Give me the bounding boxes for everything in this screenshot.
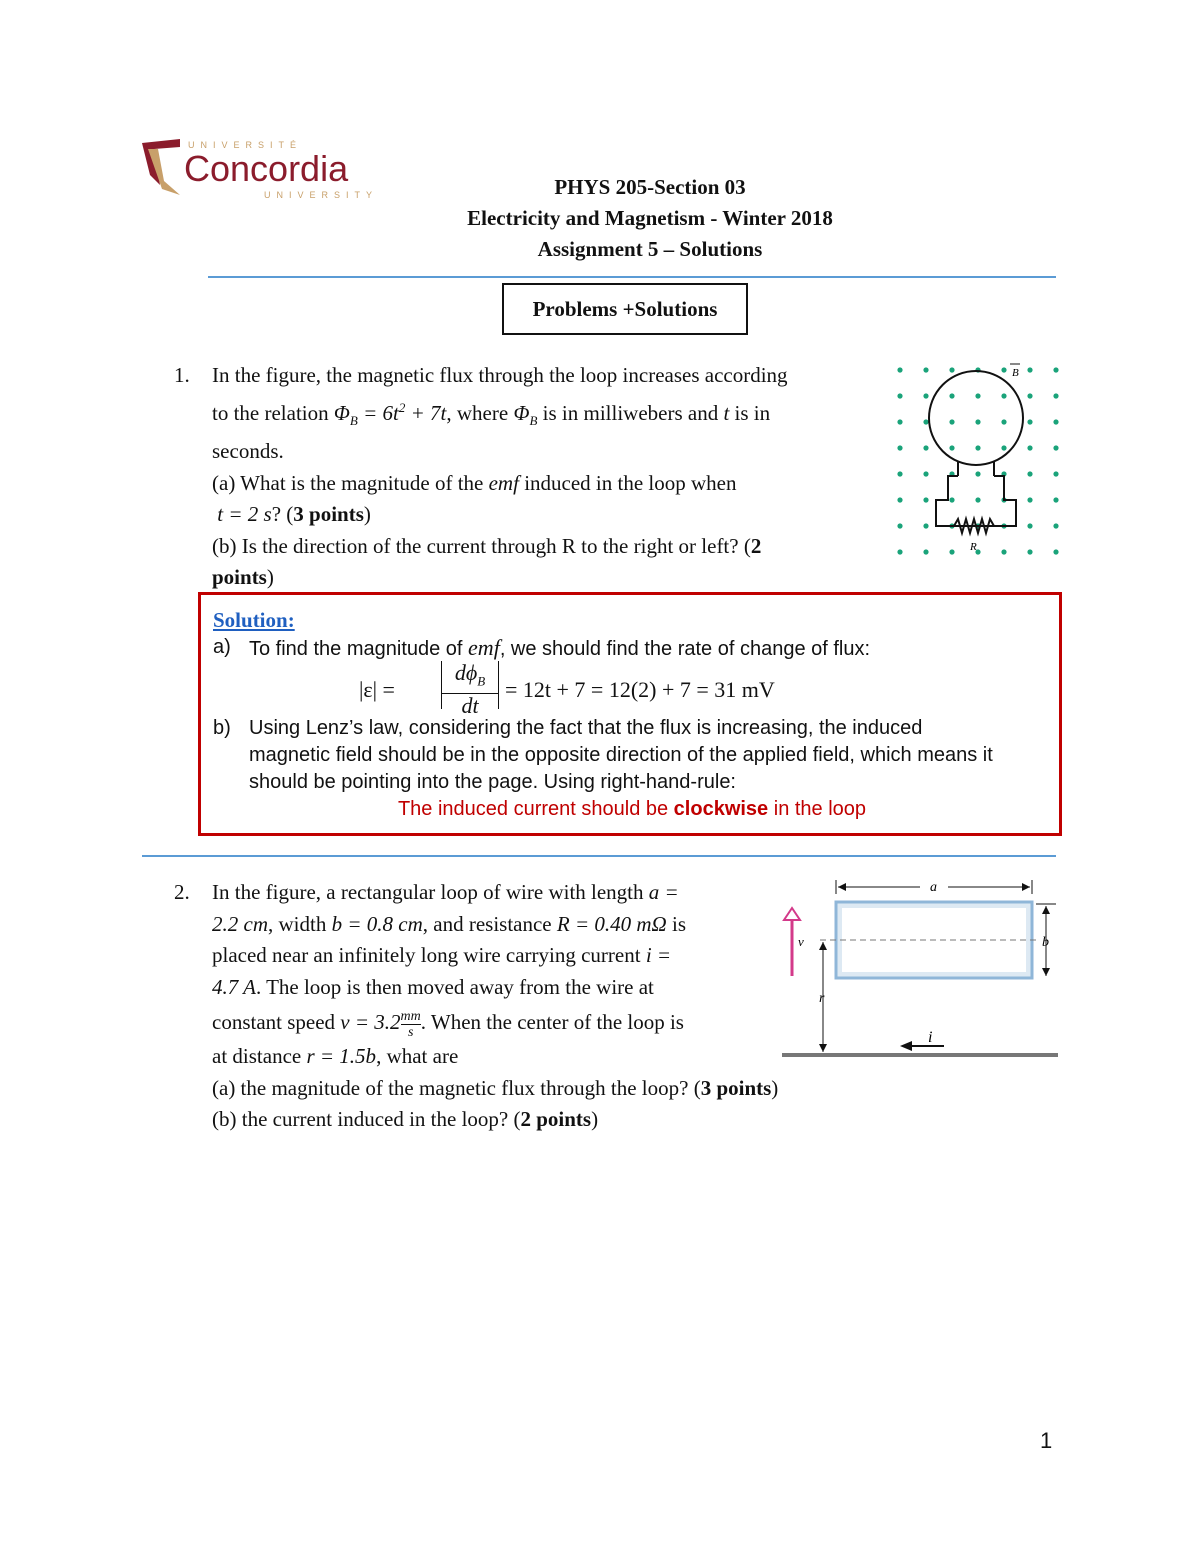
field-dot — [897, 393, 902, 398]
field-dot — [923, 549, 928, 554]
field-dot — [1027, 393, 1032, 398]
field-dot — [1053, 445, 1058, 450]
field-dot — [975, 393, 980, 398]
problem-text-line: (b) the current induced in the loop? (2 points) — [212, 1107, 599, 1131]
field-dot — [975, 471, 980, 476]
solution-equation: |ε| = $d\phi_B$ dt = 12t + 7 = 12(2) + 7 = 31 mV — [359, 660, 775, 719]
figure-1-loop — [886, 358, 1066, 563]
field-dot — [949, 393, 954, 398]
field-dot — [1027, 549, 1032, 554]
field-label-b: B — [1012, 367, 1019, 379]
problem-divider — [142, 855, 1056, 857]
problem-2 — [174, 877, 874, 1136]
dimension-label-a: a — [930, 880, 937, 895]
problem-text-line: (a) What is the magnitude of the emf induced in the loop when — [212, 470, 737, 495]
field-dot — [1027, 471, 1032, 476]
velocity-label: v — [798, 934, 804, 949]
field-dot — [1053, 471, 1058, 476]
course-title: PHYS 205-Section 03 — [554, 175, 746, 199]
solution-title: Solution: — [213, 608, 295, 632]
field-dot — [897, 523, 902, 528]
assignment-title: Assignment 5 – Solutions — [537, 237, 763, 261]
field-dot — [897, 549, 902, 554]
field-dot — [1053, 393, 1058, 398]
logo-top-text: UNIVERSITÉ — [188, 140, 303, 150]
current-label-i: i — [928, 1029, 933, 1046]
field-dot — [1001, 419, 1006, 424]
field-dot — [975, 497, 980, 502]
problem-number: 2. — [174, 880, 190, 904]
field-dot — [897, 367, 902, 372]
problem-1 — [174, 360, 874, 594]
problem-text-line: at distance r = 1.5b, what are — [212, 1044, 459, 1068]
logo-name: Concordia — [184, 148, 349, 189]
field-dot — [975, 445, 980, 450]
field-dot — [1001, 549, 1006, 554]
field-dot — [1053, 367, 1058, 372]
field-dot — [1001, 445, 1006, 450]
field-dot — [949, 445, 954, 450]
field-dot — [923, 367, 928, 372]
solution-1-box — [198, 592, 1062, 836]
field-dot — [923, 393, 928, 398]
field-dot — [1027, 497, 1032, 502]
problem-text-line: placed near an infinitely long wire carrying current i = — [212, 943, 672, 967]
field-dot — [897, 497, 902, 502]
distance-label-r: r — [819, 991, 825, 1006]
course-subtitle: Electricity and Magnetism - Winter 2018 — [467, 206, 833, 230]
field-dot — [1027, 523, 1032, 528]
field-dot — [923, 471, 928, 476]
problem-text-line: points) — [212, 565, 274, 590]
field-dot — [897, 419, 902, 424]
section-label: Problems +Solutions — [502, 283, 748, 335]
field-dot — [923, 523, 928, 528]
logo-bottom-text: UNIVERSITY — [264, 190, 379, 200]
page-number: 1 — [1040, 1428, 1053, 1453]
field-dot — [1053, 497, 1058, 502]
dimension-label-b: b — [1042, 935, 1049, 950]
header-divider — [208, 276, 1056, 278]
problem-text-line: t = 2 s? (3 points) — [217, 502, 371, 527]
resistor-label: R — [970, 541, 977, 553]
problem-text-line: to the relation $\Phi_B = 6t^2 + 7t$, where $\Phi_B$ is in milliwebers and t is in — [212, 399, 771, 428]
field-dot — [949, 367, 954, 372]
field-dot — [1027, 445, 1032, 450]
solution-part-a: a) To find the magnitude of emf, we should find the rate of change of flux: — [213, 635, 871, 660]
problem-text-line: (a) the magnitude of the magnetic flux through the loop? (3 points) — [212, 1075, 779, 1100]
field-dot — [1027, 419, 1032, 424]
problem-text-line: constant speed v = 3.2 $\frac{mm}{s}$ . When the center of the loop is — [212, 1008, 684, 1040]
figure-2-loop-wire — [780, 872, 1062, 1064]
document-header — [380, 172, 920, 265]
problem-text-line: In the figure, a rectangular loop of wire with length a = — [212, 880, 679, 904]
concordia-logo — [140, 135, 380, 205]
field-dot — [1053, 419, 1058, 424]
problem-text-line: seconds. — [212, 439, 284, 464]
problem-text-line: 4.7 A. The loop is then moved away from the wire at — [212, 974, 654, 999]
field-dot — [923, 497, 928, 502]
solution-conclusion: The induced current should be clockwise in the loop — [397, 798, 867, 820]
problem-text-line: 2.2 cm, width b = 0.8 cm, and resistance R = 0.40 mΩ is — [212, 911, 687, 936]
field-dot — [923, 419, 928, 424]
field-dot — [949, 549, 954, 554]
field-dot — [897, 445, 902, 450]
field-dot — [1001, 367, 1006, 372]
field-dot — [949, 497, 954, 502]
problem-text-line: In the figure, the magnetic flux through the loop increases according — [212, 363, 788, 387]
problem-text-line: (b) Is the direction of the current through R to the right or left? (2 — [212, 533, 762, 558]
problem-number: 1. — [174, 363, 190, 387]
field-dot — [949, 419, 954, 424]
solution-part-b: b) Using Lenz’s law, considering the fact that the flux is increasing, the induced magnetic field should be in the opposite direction of the applied field, which means it should be pointing into the page. Using right-hand-rule: The induced current should be clockwise in the loop — [213, 715, 1051, 823]
field-dot — [1053, 549, 1058, 554]
field-dot — [923, 445, 928, 450]
field-dot — [1027, 367, 1032, 372]
field-dot — [1001, 393, 1006, 398]
field-dot — [1053, 523, 1058, 528]
field-dot — [897, 471, 902, 476]
field-dot — [975, 419, 980, 424]
